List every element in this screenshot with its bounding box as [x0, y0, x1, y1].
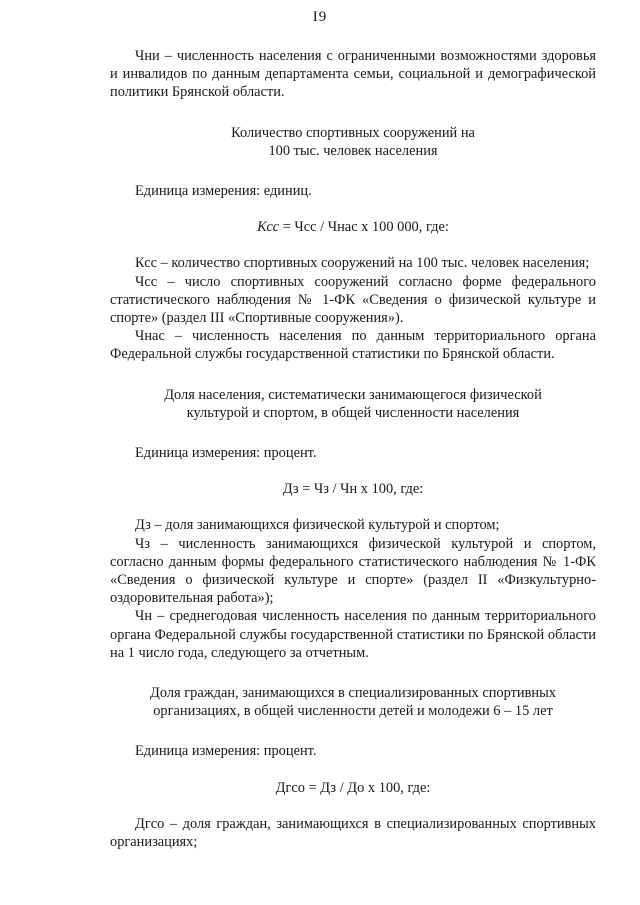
formula: Дгсо = Дз / До x 100, где: — [275, 779, 431, 796]
formula-variable: Ксс — [257, 219, 280, 236]
chni-definition: Чни – численность населения с ограниченными возможностями здоровья и инвалидов по данным департамента семьи, социальной и демографической политики Брянской области. — [110, 48, 596, 101]
section-sports-facilities — [110, 124, 596, 364]
formula-expression: = Чсс / Чнас x 100 000, где: — [279, 219, 449, 236]
definition: Ксс – количество спортивных сооружений на 100 тыс. человек населения; — [135, 255, 590, 272]
formula: Дз = Чз / Чн x 100, где: — [282, 481, 424, 498]
section-heading-line: Доля населения, систематически занимающегося физической — [164, 386, 542, 403]
section-heading-line: 100 тыс. человек населения — [268, 142, 438, 159]
page-number: I9 — [312, 9, 328, 25]
definition: Чнас – численность населения по данным территориального органа Федеральной службы государственной статистики по Брянской области. — [110, 328, 596, 363]
section-heading-line: организациях, в общей численности детей и молодежи 6 – 15 лет — [153, 703, 553, 720]
section-heading — [110, 386, 596, 422]
unit-of-measure: Единица измерения: единиц. — [135, 183, 312, 200]
definition: Чсс – число спортивных сооружений согласно форме федерального статистического наблюдения № 1-ФК «Сведения о физической культуре и спорте» (раздел III «Спортивные сооружения»). — [110, 273, 596, 327]
section-sports-participation — [110, 386, 596, 662]
section-heading-line: Количество спортивных сооружений на — [231, 124, 475, 141]
section-heading — [110, 684, 596, 720]
definition: Чн – среднегодовая численность населения по данным территориального органа Федеральной службы государственной статистики по Брянской области на 1 число года, следующего за отчетным. — [110, 608, 596, 661]
definition: Дз – доля занимающихся физической культурой и спортом; — [135, 517, 500, 534]
section-heading-line: Доля граждан, занимающихся в специализированных спортивных — [150, 685, 556, 702]
section-heading-line: культурой и спортом, в общей численности населения — [186, 404, 520, 421]
section-specialized-sports-organizations — [110, 684, 596, 851]
unit-of-measure: Единица измерения: процент. — [135, 743, 317, 760]
section-heading — [110, 124, 596, 160]
formula — [110, 218, 596, 236]
definition: Дгсо – доля граждан, занимающихся в специализированных спортивных организациях; — [110, 815, 596, 851]
definition: Чз – численность занимающихся физической культурой и спортом, согласно данным формы федерального статистического наблюдения № 1-ФК «Сведения о физической культуре и спорте» (раздел II «Физкультурно-оздоровительная работа»); — [110, 535, 596, 607]
document-body — [110, 47, 596, 851]
unit-of-measure: Единица измерения: процент. — [135, 445, 317, 462]
